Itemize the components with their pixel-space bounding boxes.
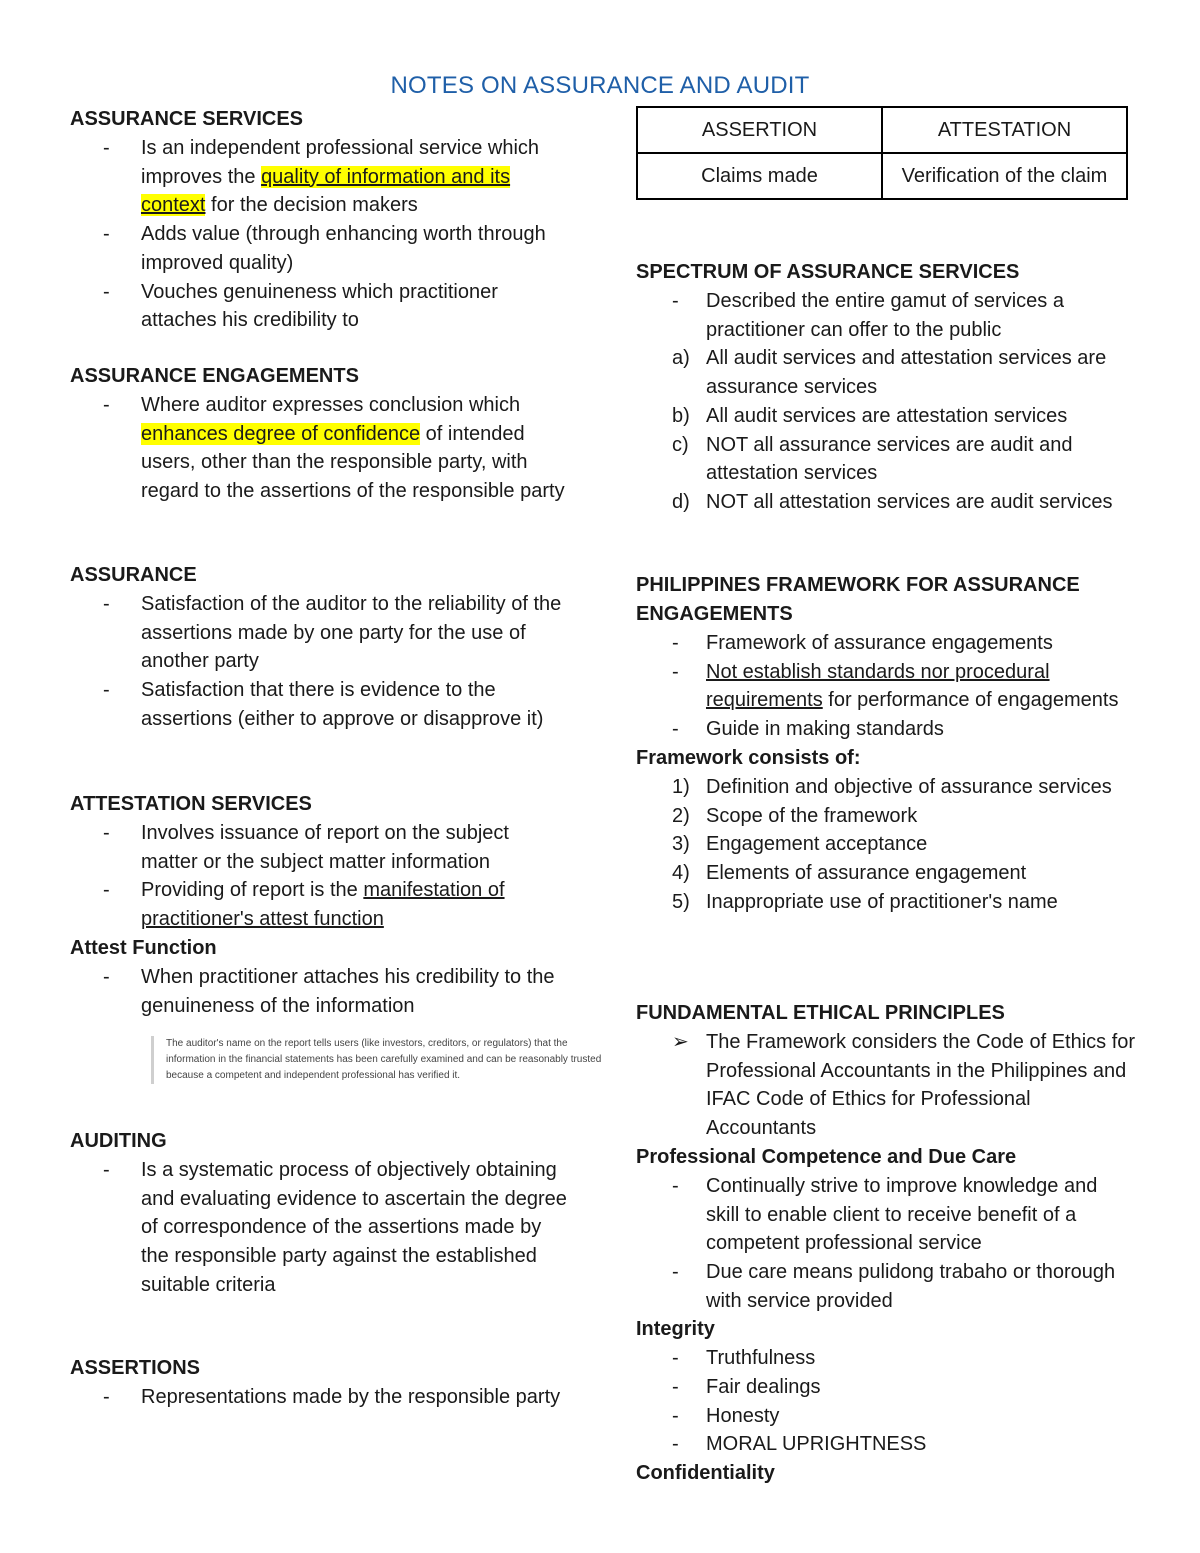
subheading: Attest Function	[70, 936, 217, 959]
list-item: c) NOT all assurance services are audit and attestation services	[672, 433, 1073, 485]
page-title: NOTES ON ASSURANCE AND AUDIT	[390, 72, 810, 99]
section-heading: PHILIPPINES FRAMEWORK FOR ASSURANCE ENGAGEMENTS	[636, 574, 1080, 625]
subheading: Integrity	[636, 1318, 715, 1341]
list-item: 4) Elements of assurance engagement	[672, 861, 1027, 884]
section-heading: ASSERTIONS	[70, 1357, 201, 1379]
list-item: - Described the entire gamut of services a practitioner can offer to the public	[672, 290, 1064, 341]
assertion-attestation-table	[636, 106, 1128, 200]
section-attestation-services	[70, 790, 570, 1020]
list-item: - Satisfaction that there is evidence to the assertions (either to approve or disapprove it)	[103, 679, 544, 730]
section-heading: AUDITING	[70, 1130, 167, 1152]
section-philippines-framework	[636, 571, 1136, 916]
list-item: - Is a systematic process of objectively obtaining and evaluating evidence to ascertain the degree of correspondence of the assertions made by the responsible party against the established suitable criteria	[103, 1159, 567, 1296]
section-heading: ASSURANCE SERVICES	[70, 108, 304, 130]
table-cell: Claims made	[637, 153, 882, 199]
list-item: 5) Inappropriate use of practitioner's name	[672, 890, 1058, 913]
list-item: - Vouches genuineness which practitioner attaches his credibility to	[103, 280, 498, 332]
underlined-text: manifestation of practitioner's attest function	[141, 879, 505, 931]
embedded-quote-image: The auditor's name on the report tells users (like investors, creditors, or regulators) that the information in the financial statements has been carefully examined and can be reasonably trusted because a competent and independent professional has verified it.	[151, 1036, 616, 1084]
list-item: - Involves issuance of report on the subject matter or the subject matter information	[103, 822, 509, 873]
list-item: - Providing of report is the manifestation of practitioner's attest function	[103, 879, 505, 931]
subheading: Framework consists of:	[636, 746, 861, 769]
underlined-text: Not establish standards nor procedural requirements	[706, 660, 1050, 712]
subheading: Professional Competence and Due Care	[636, 1145, 1017, 1168]
arrow-bullet-icon: ➢	[672, 1031, 689, 1053]
list-item: - Framework of assurance engagements	[672, 632, 1053, 654]
table-header-cell: ATTESTATION	[882, 107, 1127, 153]
list-item: - Guide in making standards	[672, 718, 944, 741]
list-item: a) All audit services and attestation services are assurance services	[672, 347, 1107, 399]
list-item: - Where auditor expresses conclusion which enhances degree of confidence of intended users, other than the responsible party, with regard to the assertions of the responsible party	[103, 394, 565, 503]
list-item: - Continually strive to improve knowledge and skill to enable client to receive benefit of a competent professional service	[672, 1174, 1098, 1255]
list-item: - Not establish standards nor procedural requirements for performance of engagements	[672, 660, 1119, 712]
list-item: - Honesty	[672, 1404, 780, 1427]
list-item: - Fair dealings	[672, 1376, 821, 1399]
section-heading: ASSURANCE	[70, 564, 197, 586]
list-item: - Truthfulness	[672, 1347, 816, 1370]
list-item: 3) Engagement acceptance	[672, 833, 928, 856]
list-item: 1) Definition and objective of assurance services	[672, 775, 1112, 798]
section-auditing	[70, 1127, 570, 1300]
section-heading: FUNDAMENTAL ETHICAL PRINCIPLES	[636, 1002, 1005, 1024]
section-spectrum	[636, 258, 1136, 517]
table-header-cell: ASSERTION	[637, 107, 882, 153]
section-assurance-engagements	[70, 362, 570, 506]
section-heading: SPECTRUM OF ASSURANCE SERVICES	[636, 261, 1020, 283]
list-item: - Is an independent professional service which improves the quality of information and its context for the decision makers	[103, 137, 540, 217]
list-item: - Adds value (through enhancing worth through improved quality)	[103, 223, 546, 274]
list-item: - When practitioner attaches his credibility to the genuineness of the information	[103, 965, 555, 1017]
list-item: - MORAL UPRIGHTNESS	[672, 1433, 927, 1456]
list-item: 2) Scope of the framework	[672, 804, 918, 827]
list-item: - Satisfaction of the auditor to the reliability of the assertions made by one party for the use of another party	[103, 593, 562, 673]
subheading: Confidentiality	[636, 1462, 775, 1485]
list-item: b) All audit services are attestation services	[672, 404, 1068, 427]
list-item: d) NOT all attestation services are audit services	[672, 490, 1113, 513]
section-assertions	[70, 1354, 570, 1412]
highlighted-text: enhances degree of confidence	[141, 422, 421, 445]
section-heading: ATTESTATION SERVICES	[70, 793, 312, 815]
section-assurance-services	[70, 105, 570, 335]
highlighted-text: quality of information and its context	[141, 165, 511, 217]
section-heading: ASSURANCE ENGAGEMENTS	[70, 365, 359, 387]
section-fundamental-ethical-principles	[636, 999, 1136, 1488]
list-item: - Due care means pulidong trabaho or thorough with service provided	[672, 1260, 1116, 1312]
list-item: ➢ The Framework considers the Code of Ethics for Professional Accountants in the Philippines and IFAC Code of Ethics for Professional Accountants	[636, 1028, 1136, 1143]
table-cell: Verification of the claim	[882, 153, 1127, 199]
list-item: - Representations made by the responsible party	[103, 1386, 561, 1408]
section-assurance	[70, 561, 570, 734]
